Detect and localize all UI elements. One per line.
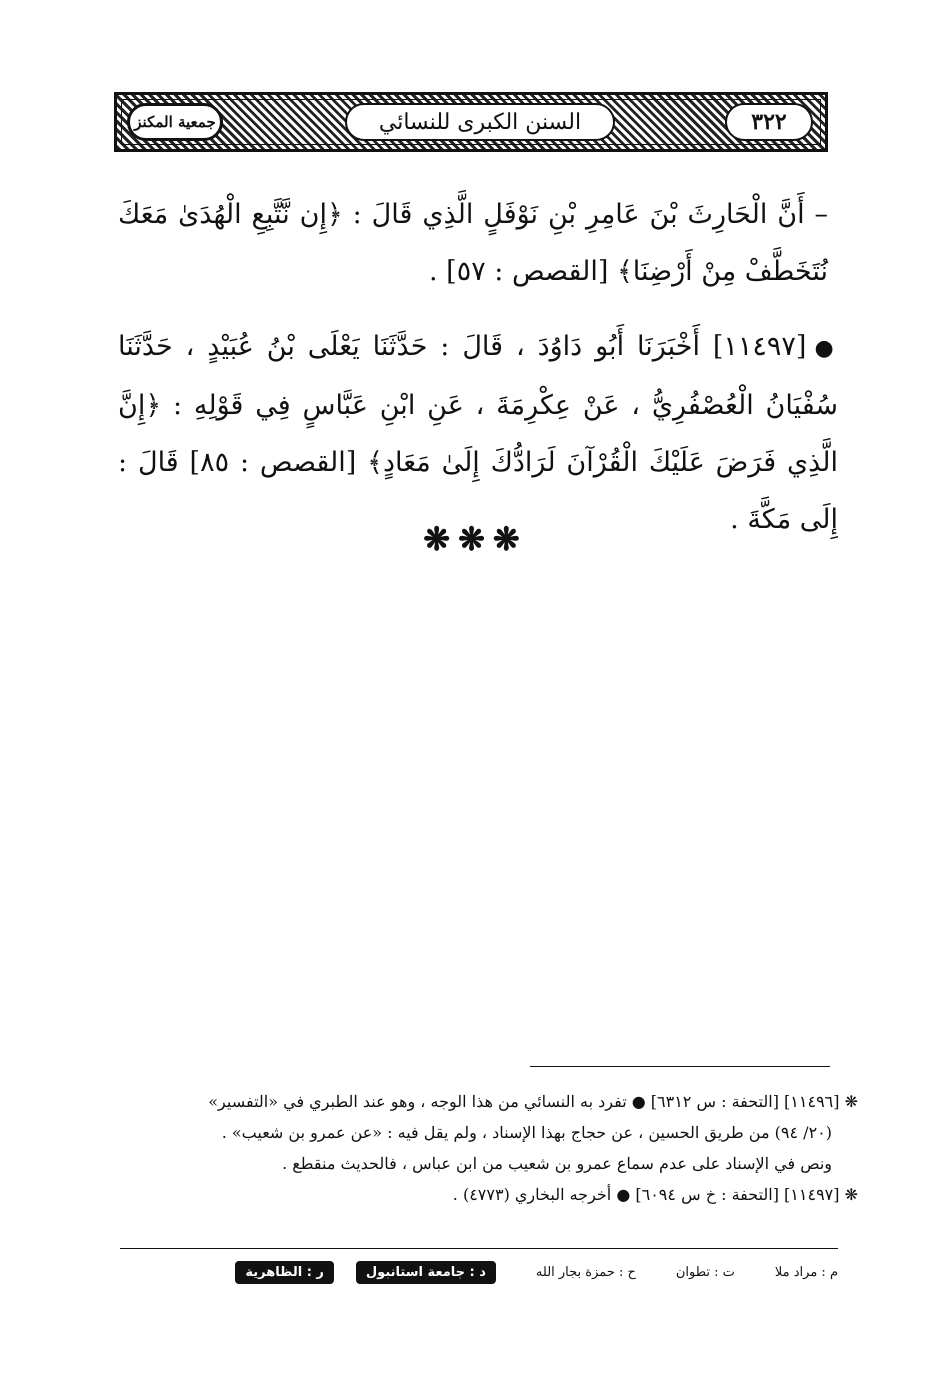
- footer-rule: [120, 1248, 838, 1249]
- manuscript-credits: [120, 1258, 838, 1286]
- credit-tetouan: ت : تطوان: [675, 1264, 735, 1280]
- hadith-paragraph-2: [118, 318, 838, 548]
- section-separator: ❋❋❋: [423, 520, 528, 558]
- publisher-seal: [127, 103, 223, 141]
- footnote-line: ❋ [١١٤٩٧] [التحفة : خ س ٦٠٩٤] ● أخرجه البخاري (٤٧٧٣) .: [452, 1185, 858, 1204]
- seal-text: جمعية المكنز: [134, 113, 216, 131]
- book-title: السنن الكبرى للنسائي: [378, 109, 582, 135]
- footnote-line: (٢٠/ ٩٤) من طريق الحسين ، عن حجاج بهذا الإسناد ، ولم يقل فيه : «عن عمرو بن شعيب» .: [221, 1123, 832, 1142]
- footnote-rule: [530, 1066, 830, 1067]
- page-header: [114, 92, 828, 152]
- footnote-line: ❋ [١١٤٩٦] [التحفة : س ٦٣١٢] ● تفرد به النسائي من هذا الوجه ، وهو عند الطبري في «التفسير»: [208, 1092, 858, 1111]
- page-number-cartouche: [725, 103, 813, 141]
- badge-istanbul-university: د : جامعة استانبول: [356, 1261, 496, 1284]
- hadith-paragraph-1: – أَنَّ الْحَارِثَ بْنَ عَامِرِ بْنِ نَوْفَلٍ الَّذِي قَالَ : ﴿إِن نَّتَّبِعِ الْهُدَىٰ مَعَكَ نُتَخَطَّفْ مِنْ أَرْضِنَا﴾ [القصص : ٥٧] .: [118, 199, 828, 287]
- hadith-text: [١١٤٩٧] أَخْبَرَنَا أَبُو دَاوُدَ ، قَالَ : حَدَّثَنَا يَعْلَى بْنُ عُبَيْدٍ ، حَدَّثَنَا سُفْيَانُ الْعُصْفُرِيُّ ، عَنْ عِكْرِمَةَ ، عَنِ ابْنِ عَبَّاسٍ فِي قَوْلِهِ : ﴿إِنَّ الَّذِي فَرَضَ عَلَيْكَ الْقُرْآنَ لَرَادُّكَ إِلَىٰ مَعَادٍ﴾ [القصص : ٨٥] قَالَ : إِلَى مَكَّةَ .: [118, 331, 839, 535]
- page-number: ٣٢٢: [751, 109, 787, 135]
- credit-hamza: ح : حمزة بجار الله: [535, 1264, 636, 1280]
- book-title-cartouche: [345, 103, 615, 141]
- footnote-line: ونص في الإسناد على عدم سماع عمرو بن شعيب من ابن عباس ، فالحديث منقطع .: [282, 1154, 832, 1173]
- footnotes: [118, 1086, 858, 1210]
- bullet-icon: ●: [814, 336, 838, 361]
- credit-murad-mulla: م : مراد ملا: [774, 1264, 838, 1280]
- badge-zahiriyya: ر : الظاهرية: [235, 1261, 333, 1284]
